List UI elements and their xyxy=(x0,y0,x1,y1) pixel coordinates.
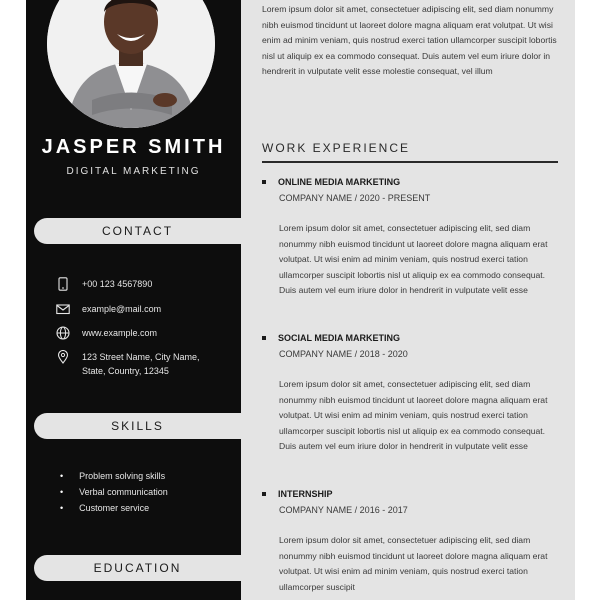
contact-address: 123 Street Name, City Name, State, Country, 12345 xyxy=(82,352,200,376)
education-heading: EDUCATION xyxy=(34,555,241,581)
location-pin-icon xyxy=(54,350,72,364)
contact-email-row xyxy=(54,302,234,316)
contact-website-row xyxy=(54,326,234,340)
globe-icon xyxy=(54,326,72,340)
bullet-icon xyxy=(262,336,266,340)
job-description: Lorem ipsum dolor sit amet, consectetuer adipiscing elit, sed diam nonummy nibh euismod tincidunt ut laoreet dolore magna aliquam erat volutpat. Ut wisi enim ad minim veniam, quis nostrud exerci tation ullamcorper suscipit lobortis nisl ut aliquip ex ea commodo consequat. Duis autem vel eum iriure dolor in hendrerit in vulputate velit esse xyxy=(279,379,548,452)
skills-heading: SKILLS xyxy=(34,413,241,439)
job-company: COMPANY NAME / 2018 - 2020 xyxy=(279,349,408,359)
job-title-text: SOCIAL MEDIA MARKETING xyxy=(278,333,401,343)
contact-phone[interactable]: +00 123 4567890 xyxy=(82,279,153,289)
job-title-text: INTERNSHIP xyxy=(278,489,333,499)
job-description: Lorem ipsum dolor sit amet, consectetuer adipiscing elit, sed diam nonummy nibh euismod tincidunt ut laoreet dolore magna aliquam erat volutpat. Ut wisi enim ad minim veniam, quis nostrud exerci tation ullamcorper suscipit xyxy=(279,535,548,592)
job-title xyxy=(262,489,333,499)
job-title-text: ONLINE MEDIA MARKETING xyxy=(278,177,401,187)
bullet-icon xyxy=(262,492,266,496)
job-company: COMPANY NAME / 2016 - 2017 xyxy=(279,505,408,515)
section-divider xyxy=(262,161,558,163)
contact-phone-row xyxy=(54,277,234,291)
contact-email[interactable]: example@mail.com xyxy=(82,304,162,314)
mail-icon xyxy=(54,302,72,316)
skill-item: • Problem solving skills xyxy=(60,468,168,484)
skill-item: • Customer service xyxy=(60,500,168,516)
skills-list xyxy=(60,468,168,516)
job-title xyxy=(262,177,400,187)
job-title xyxy=(262,333,400,343)
contact-heading: CONTACT xyxy=(34,218,241,244)
profile-name: JASPER SMITH xyxy=(41,136,226,158)
job-description: Lorem ipsum dolor sit amet, consectetuer adipiscing elit, sed diam nonummy nibh euismod tincidunt ut laoreet dolore magna aliquam erat volutpat. Ut wisi enim ad minim veniam, quis nostrud exerci tation ullamcorper suscipit lobortis nisl ut aliquip ex ea commodo consequat. Duis autem vel eum iriure dolor in hendrerit in vulputate velit esse xyxy=(279,223,548,296)
profile-title: DIGITAL MARKETING xyxy=(66,166,201,177)
work-experience-heading: WORK EXPERIENCE xyxy=(262,141,411,155)
contact-address-row xyxy=(54,350,234,378)
contact-website[interactable]: www.example.com xyxy=(82,328,158,338)
skill-item: • Verbal communication xyxy=(60,484,168,500)
bullet-icon xyxy=(262,180,266,184)
phone-icon xyxy=(54,277,72,291)
job-company: COMPANY NAME / 2020 - PRESENT xyxy=(279,193,431,203)
intro-paragraph: Lorem ipsum dolor sit amet, consectetuer adipiscing elit, sed diam nonummy nibh euismod tincidunt ut laoreet dolore magna aliquam erat volutpat. Ut wisi enim ad minim veniam, quis nostrud exerci tation ullamcorper suscipit lobortis nisl ut aliquip ex ea commodo consequat. Duis autem vel eum iriure dolor in hendrerit in vulputate velit esse molestie consequat, vel illum xyxy=(262,4,557,77)
